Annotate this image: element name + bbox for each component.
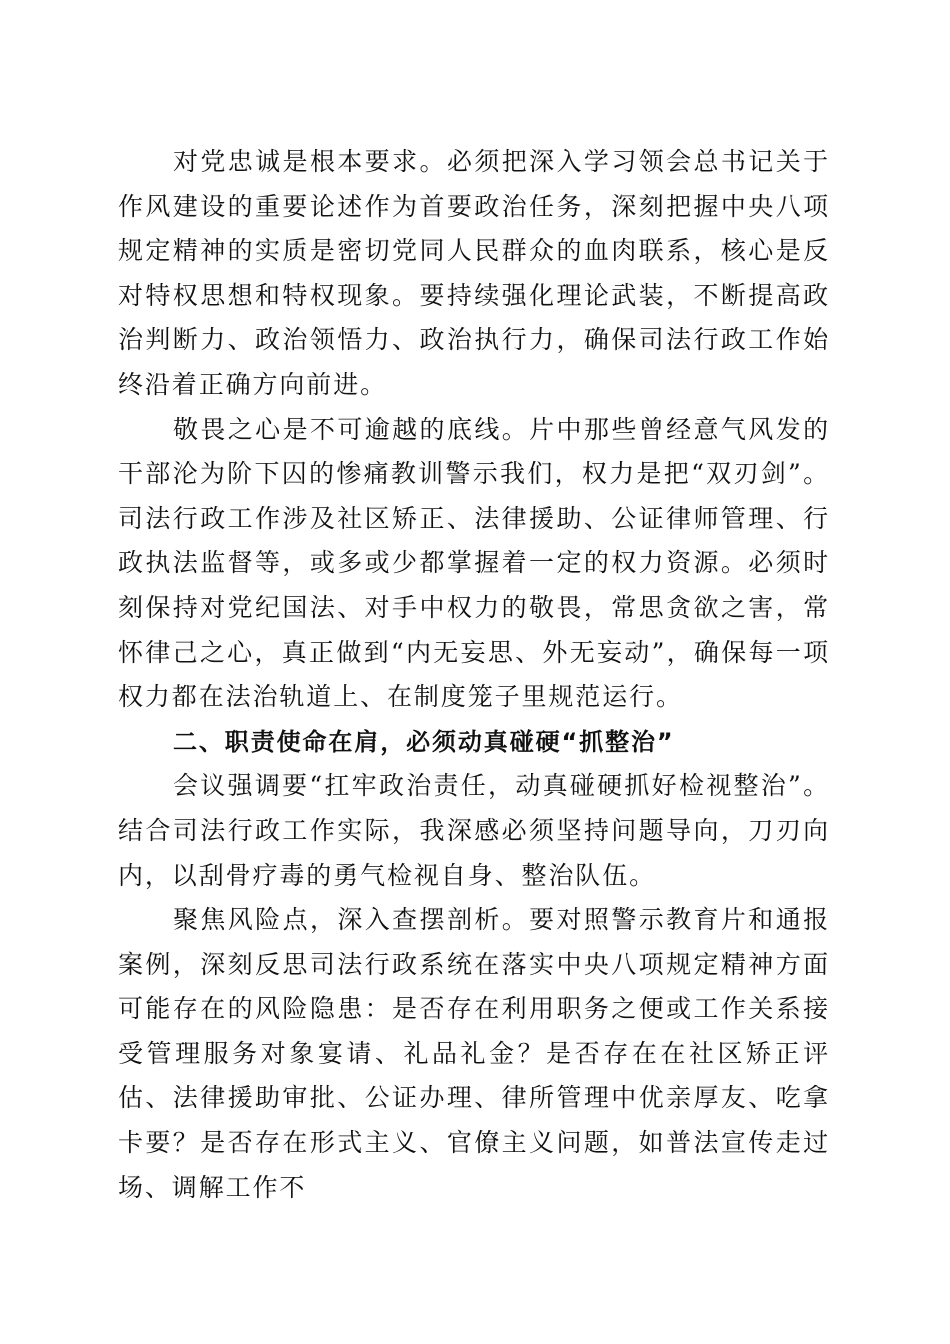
- paragraph-meeting-emphasis: 会议强调要“扛牢政治责任，动真碰硬抓好检视整治”。结合司法行政工作实际，我深感必须坚持问题导向，刀刃向内，以刮骨疗毒的勇气检视自身、整治队伍。: [118, 771, 830, 890]
- paragraph-risk-points: 聚焦风险点，深入查摆剖析。要对照警示教育片和通报案例，深刻反思司法行政系统在落实中央八项规定精神方面可能存在的风险隐患：是否存在利用职务之便或工作关系接受管理服务对象宴请、礼品礼金？是否存在在社区矫正评估、法律援助审批、公证办理、律所管理中优亲厚友、吃拿卡要？是否存在形式主义、官僚主义问题，如普法宣传走过场、调解工作不: [118, 905, 830, 1202]
- paragraph-party-loyalty: 对党忠诚是根本要求。必须把深入学习领会总书记关于作风建设的重要论述作为首要政治任务，深刻把握中央八项规定精神的实质是密切党同人民群众的血肉联系，核心是反对特权思想和特权现象。要持续强化理论武装，不断提高政治判断力、政治领悟力、政治执行力，确保司法行政工作始终沿着正确方向前进。: [118, 147, 830, 399]
- paragraph-reverence: 敬畏之心是不可逾越的底线。片中那些曾经意气风发的干部沦为阶下囚的惨痛教训警示我们，权力是把“双刃剑”。司法行政工作涉及社区矫正、法律援助、公证律师管理、行政执法监督等，或多或少都掌握着一定的权力资源。必须时刻保持对党纪国法、对手中权力的敬畏，常思贪欲之害，常怀律己之心，真正做到“内无妄思、外无妄动”，确保每一项权力都在法治轨道上、在制度笼子里规范运行。: [118, 414, 830, 712]
- section-heading-responsibility: 二、职责使命在肩，必须动真碰硬“抓整治”: [173, 727, 675, 756]
- document-body: [118, 140, 830, 1210]
